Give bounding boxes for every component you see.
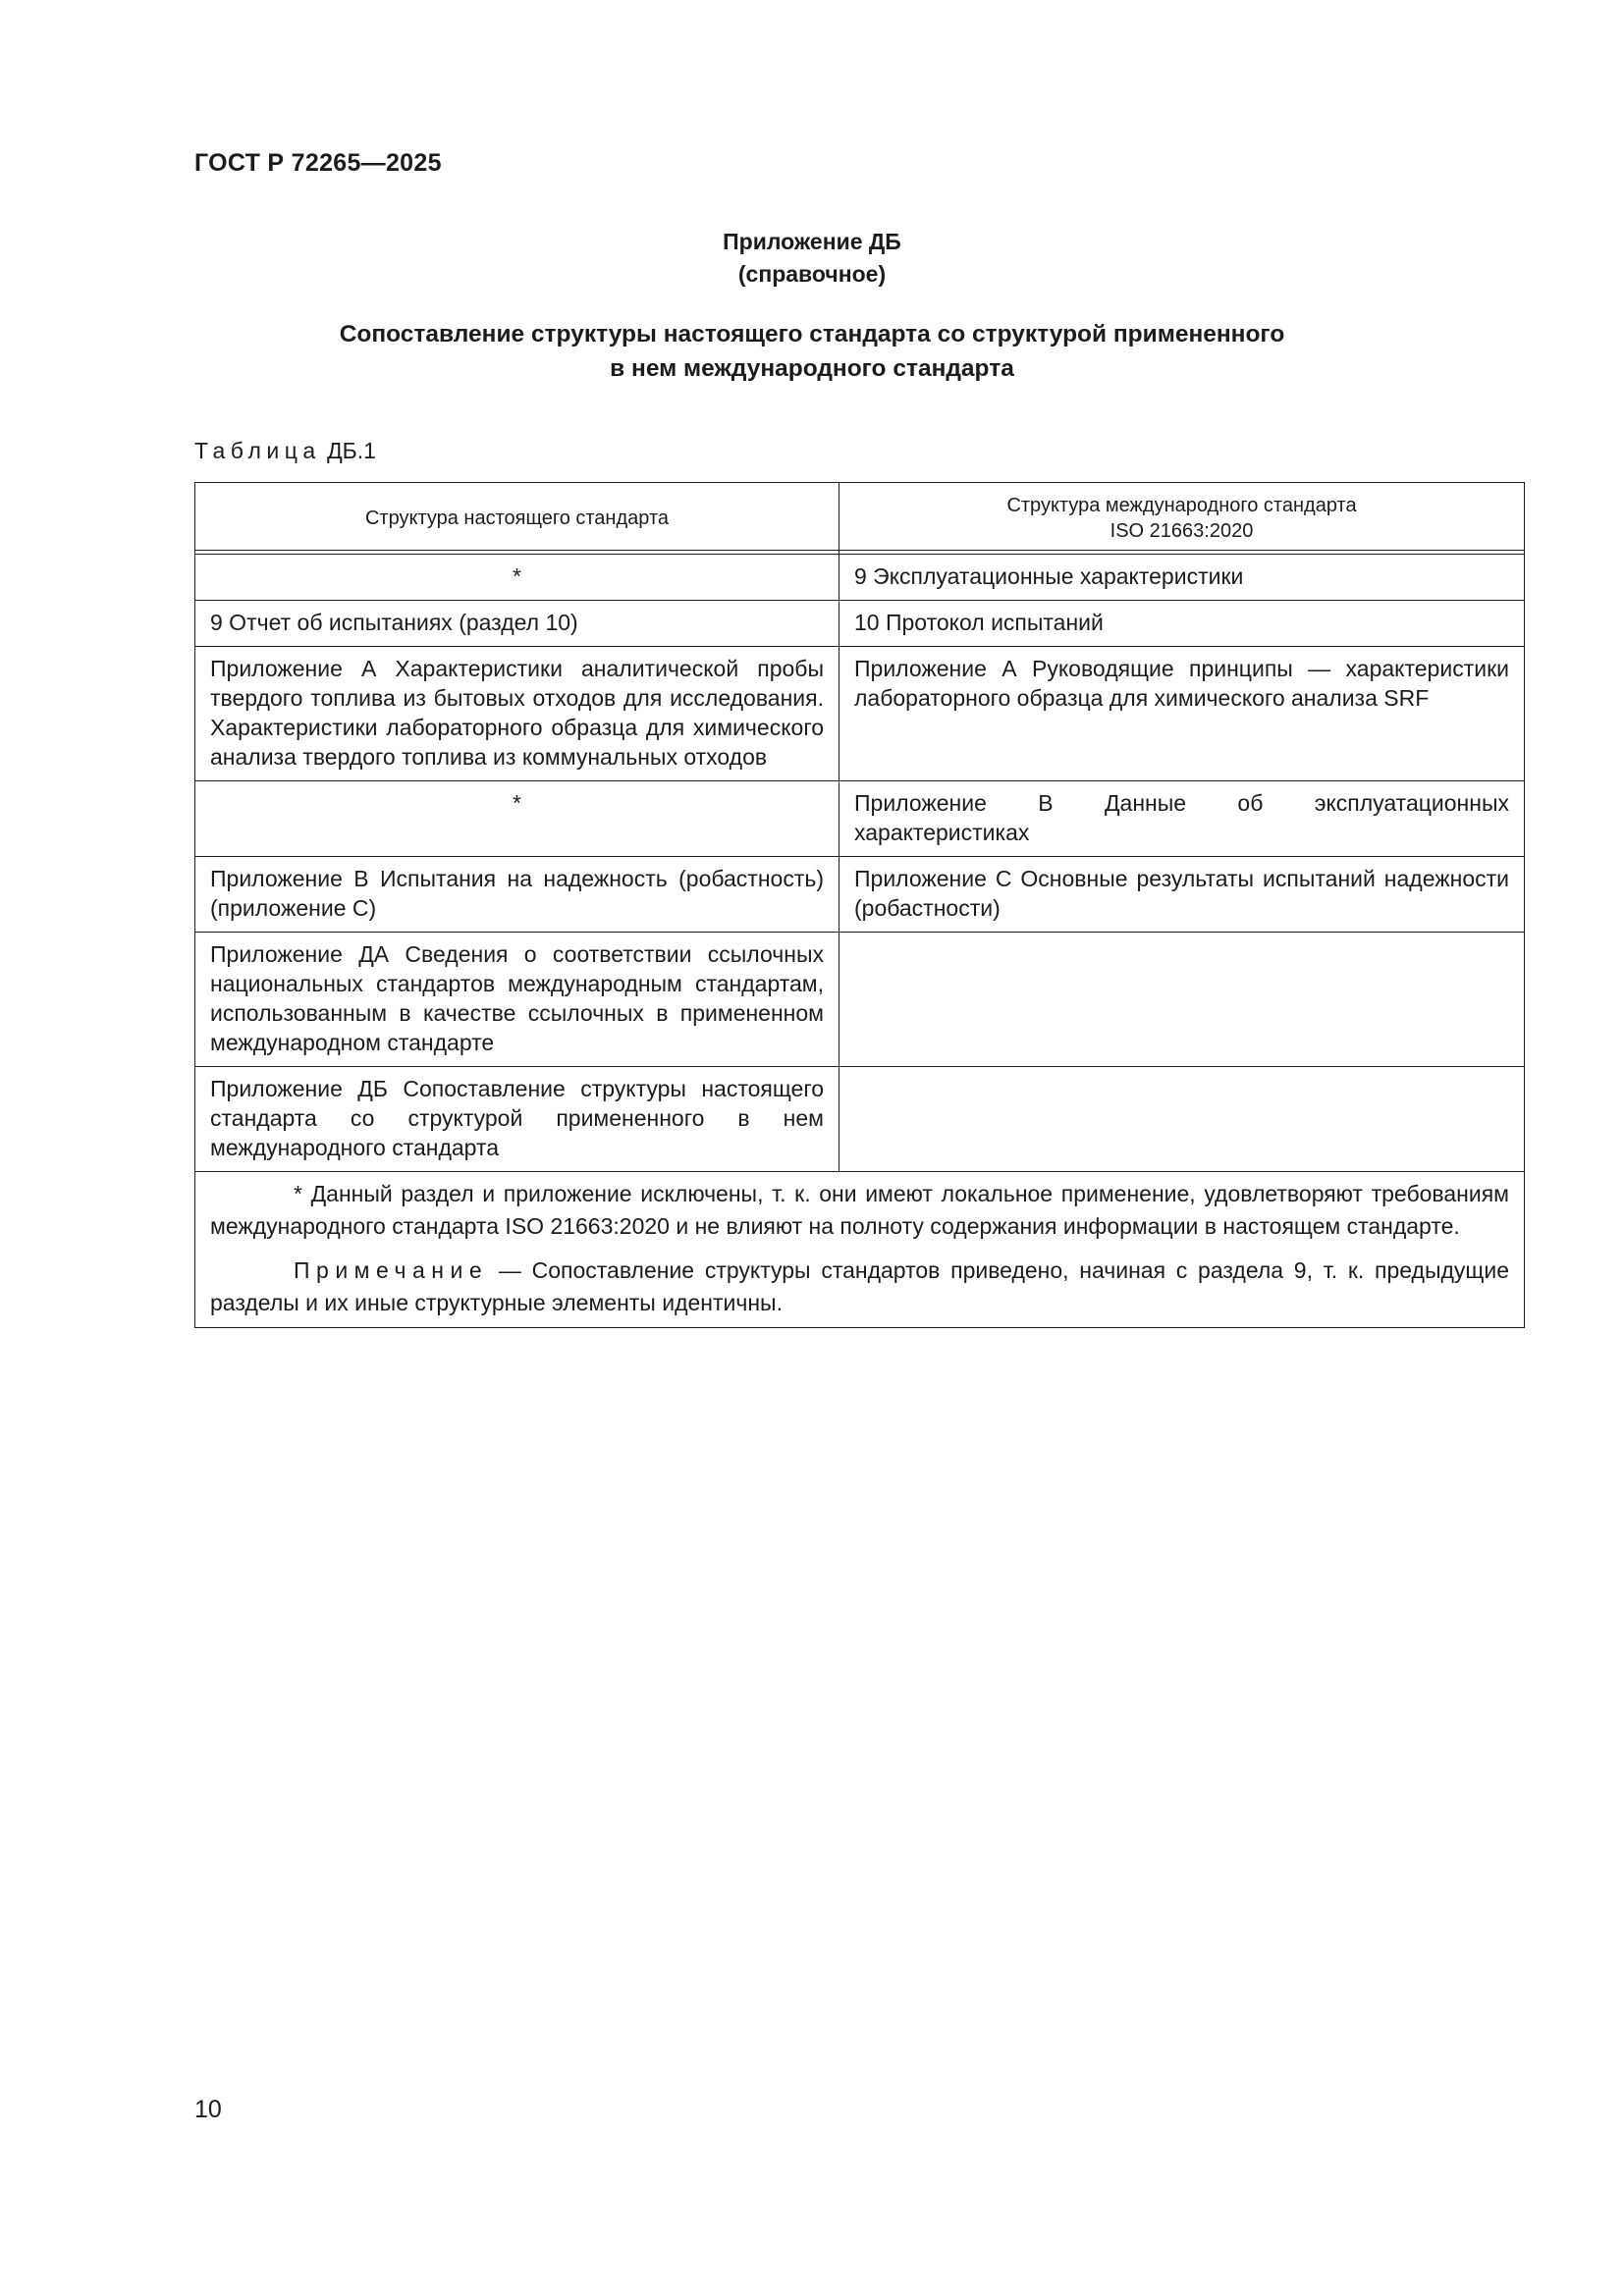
- cell-national: Приложение В Испытания на надежность (робастность) (приложение С): [195, 857, 839, 933]
- table-footnote: * Данный раздел и приложение исключены, т. к. они имеют локальное применение, удовлетворяют требованиям международного стандарта ISO 21663:2020 и не влияют на полноту содержания информации в настоящем стандарте.: [210, 1181, 1509, 1239]
- cell-international: 10 Протокол испытаний: [839, 601, 1525, 647]
- annex-label: Приложение ДБ: [723, 229, 901, 254]
- table-footer-cell: [195, 1172, 1525, 1328]
- cell-international: Приложение С Основные результаты испытаний надежности (робастности): [839, 857, 1525, 933]
- cell-international: [839, 933, 1525, 1067]
- cell-international: 9 Эксплуатационные характеристики: [839, 555, 1525, 601]
- cell-national: *: [195, 781, 839, 857]
- header-cell-national: Структура настоящего стандарта: [195, 483, 839, 551]
- annex-heading: [0, 226, 1624, 291]
- table-caption: [194, 438, 376, 464]
- page-number: 10: [194, 2096, 222, 2123]
- table-row: [195, 601, 1525, 647]
- structure-comparison-table: [194, 482, 1525, 1328]
- cell-national: Приложение А Характеристики аналитической пробы твердого топлива из бытовых отходов для исследования. Характеристики лабораторного образца для химического анализа твердого топлива из коммунальных отходов: [195, 647, 839, 781]
- table-row: [195, 933, 1525, 1067]
- table-row: [195, 1067, 1525, 1172]
- document-code: ГОСТ Р 72265—2025: [194, 149, 442, 177]
- table-note: [210, 1255, 1509, 1319]
- note-label: Примечание: [294, 1257, 489, 1283]
- annex-title: [0, 317, 1624, 386]
- annex-title-line-1: Сопоставление структуры настоящего стандарта со структурой примененного: [339, 321, 1285, 347]
- table-row: [195, 857, 1525, 933]
- cell-international: Приложение А Руководящие принципы — характеристики лабораторного образца для химического анализа SRF: [839, 647, 1525, 781]
- table-caption-number: ДБ.1: [327, 438, 376, 463]
- table-row: [195, 647, 1525, 781]
- table-caption-word: Таблица: [194, 438, 321, 463]
- cell-national: 9 Отчет об испытаниях (раздел 10): [195, 601, 839, 647]
- table-footer-row: [195, 1172, 1525, 1328]
- annex-title-line-2: в нем международного стандарта: [610, 355, 1014, 382]
- note-text: — Сопоставление структуры стандартов приведено, начиная с раздела 9, т. к. предыдущие разделы и их иные структурные элементы идентичны.: [210, 1257, 1509, 1315]
- cell-international: [839, 1067, 1525, 1172]
- header-cell-international: Структура международного стандарта ISO 21663:2020: [839, 483, 1525, 551]
- table-header-row: [195, 483, 1525, 551]
- table-row: [195, 555, 1525, 601]
- annex-type: (справочное): [737, 261, 887, 287]
- cell-national: *: [195, 555, 839, 601]
- cell-national: Приложение ДБ Сопоставление структуры настоящего стандарта со структурой примененного в нем международного стандарта: [195, 1067, 839, 1172]
- table-row: [195, 781, 1525, 857]
- cell-national: Приложение ДА Сведения о соответствии ссылочных национальных стандартов международным стандартам, использованным в качестве ссылочных в примененном международном стандарте: [195, 933, 839, 1067]
- cell-international: Приложение В Данные об эксплуатационных характеристиках: [839, 781, 1525, 857]
